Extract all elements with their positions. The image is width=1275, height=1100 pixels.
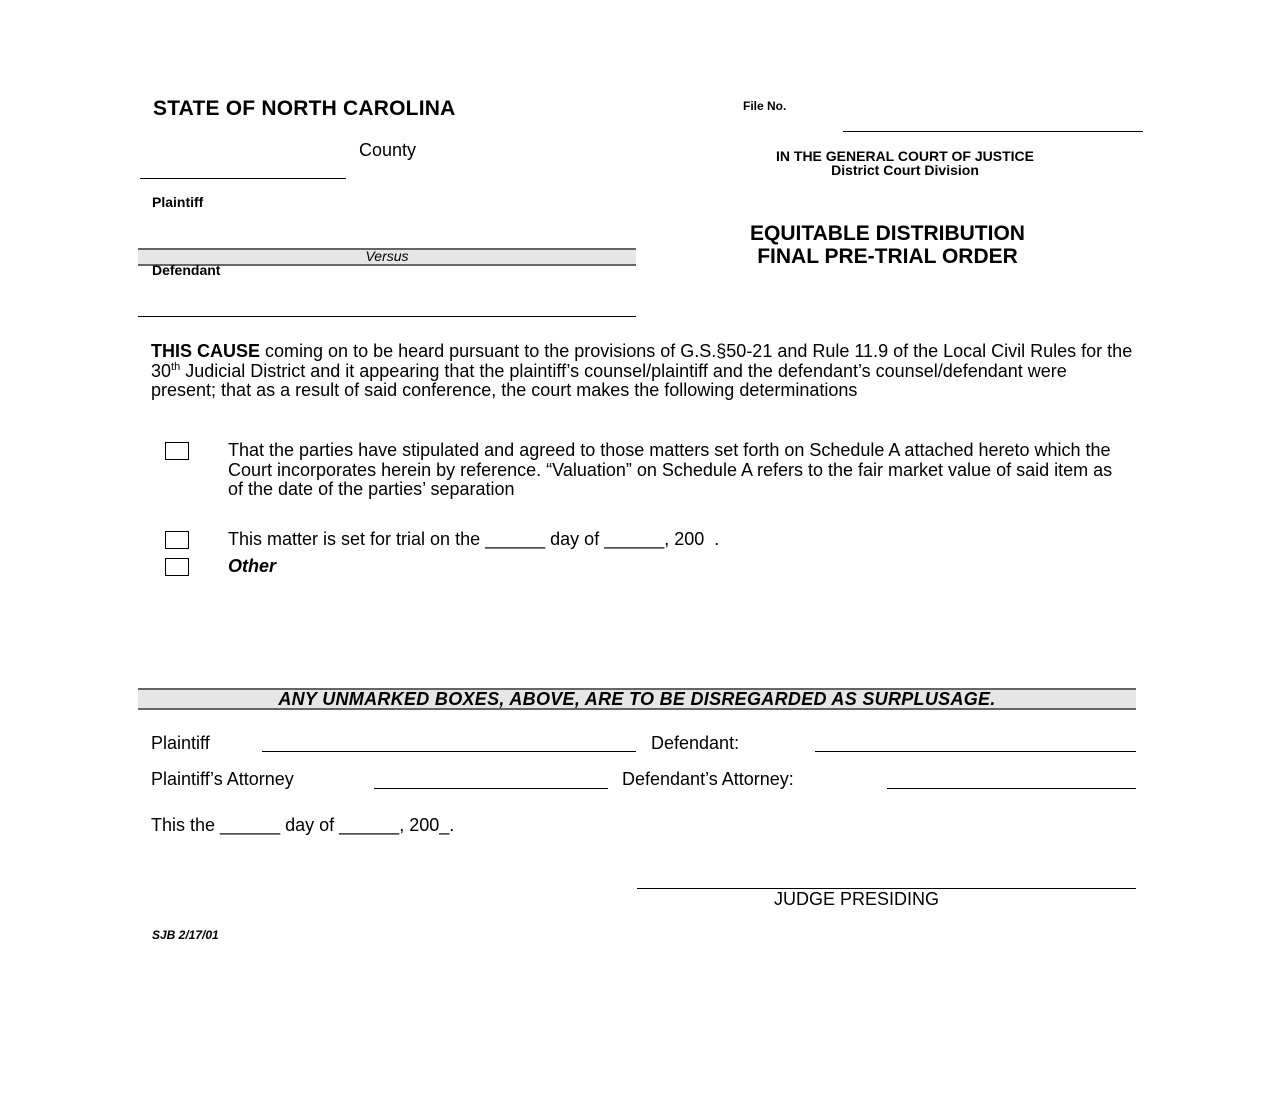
form-code: SJB 2/17/01 [152,928,219,942]
date-line: This the ______ day of ______, 200_. [151,815,455,835]
judge-presiding-label: JUDGE PRESIDING [774,889,940,909]
checkbox-other[interactable] [165,558,189,576]
state-title: STATE OF NORTH CAROLINA [153,97,456,120]
item-stipulation: That the parties have stipulated and agreed to those matters set forth on Schedule A attached hereto which the Court incorporates herein by reference. “Valuation” on Schedule A refers to the fair market value of said item as of the date of the parties’ separation [228,440,1113,499]
doc-title-line-1: EQUITABLE DISTRIBUTION [750,222,1025,245]
defendant-signature-label: Defendant: [651,733,740,753]
defendant-attorney-line[interactable] [887,788,1136,789]
county-label: County [359,140,417,160]
doc-title-line-2: FINAL PRE-TRIAL ORDER [757,245,1018,268]
defendant-caption-label: Defendant [152,262,221,278]
checkbox-trial-date[interactable] [165,531,189,549]
item-other: Other [228,556,277,576]
plaintiff-signature-line[interactable] [262,751,636,752]
body-text-1: coming on to be heard pursuant to the provisions of G.S.§50-21 and Rule 11.9 of the Local Civil Rules for the 30 [151,341,1133,381]
file-no-line [843,131,1143,132]
body-lead: THIS CAUSE [151,341,261,361]
court-line-2: District Court Division [831,162,979,178]
body-superscript: th [171,360,181,373]
defendant-caption-line [138,316,636,317]
plaintiff-attorney-label: Plaintiff’s Attorney [151,769,294,789]
county-line [140,178,346,179]
court-line-1: IN THE GENERAL COURT OF JUSTICE [776,148,1034,164]
defendant-signature-line[interactable] [815,751,1136,752]
file-no-label: File No. [743,99,787,113]
surplusage-banner-text: ANY UNMARKED BOXES, ABOVE, ARE TO BE DISREGARDED AS SURPLUSAGE. [278,689,996,709]
plaintiff-attorney-line[interactable] [374,788,608,789]
checkbox-stipulation[interactable] [165,442,189,460]
surplusage-banner [138,688,1136,710]
body-paragraph [151,342,1136,401]
versus-label: Versus [365,248,409,264]
defendant-attorney-label: Defendant’s Attorney: [622,769,794,789]
plaintiff-caption-label: Plaintiff [152,194,204,210]
item-trial-date: This matter is set for trial on the ______ day of ______, 200 . [228,529,720,549]
body-text-2: Judicial District and it appearing that the plaintiff’s counsel/plaintiff and the defendant’s counsel/defendant were present; that as a result of said conference, the court makes the following determinations [151,360,1067,400]
plaintiff-signature-label: Plaintiff [151,733,210,753]
